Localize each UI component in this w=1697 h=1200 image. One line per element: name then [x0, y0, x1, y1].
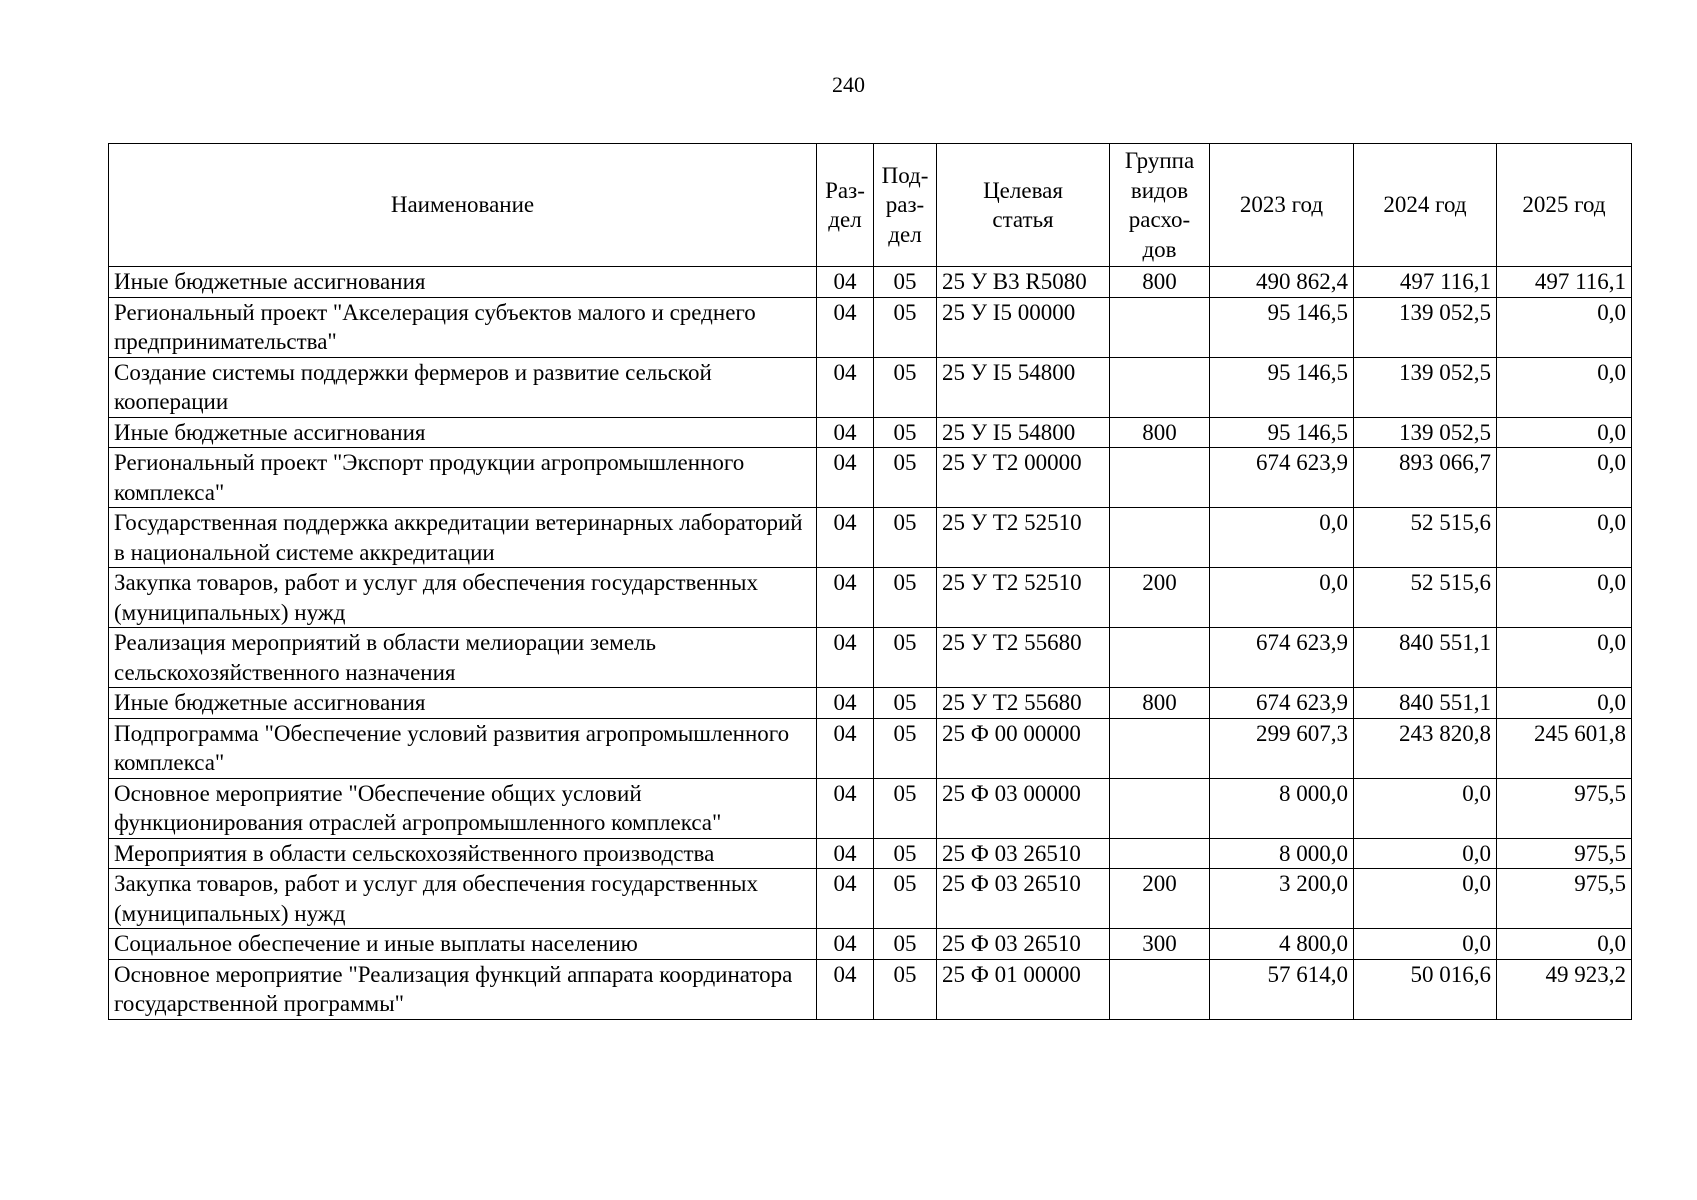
- row-group: 200: [1110, 568, 1210, 628]
- row-2023: 0,0: [1210, 508, 1354, 568]
- row-group: [1110, 448, 1210, 508]
- page-number: 240: [832, 72, 865, 97]
- row-subsection: 05: [874, 297, 937, 357]
- row-subsection: 05: [874, 357, 937, 417]
- header-target: [937, 144, 1110, 267]
- row-2025: 0,0: [1497, 508, 1632, 568]
- row-target: 25 Ф 03 26510: [937, 838, 1110, 869]
- row-group: [1110, 778, 1210, 838]
- row-name: Подпрограмма "Обеспечение условий развития агропромышленного комплекса": [109, 718, 817, 778]
- header-row: [109, 144, 1632, 267]
- row-2023: 95 146,5: [1210, 417, 1354, 448]
- header-target-text: Целевая статья: [983, 177, 1063, 232]
- table-row: [109, 448, 1632, 508]
- row-name: Иные бюджетные ассигнования: [109, 688, 817, 719]
- row-target: 25 Ф 01 00000: [937, 959, 1110, 1019]
- row-2024: 52 515,6: [1354, 508, 1497, 568]
- row-2025: 0,0: [1497, 357, 1632, 417]
- row-name: Государственная поддержка аккредитации ветеринарных лабораторий в национальной системе аккредитации: [109, 508, 817, 568]
- row-subsection: 05: [874, 778, 937, 838]
- row-2024: 52 515,6: [1354, 568, 1497, 628]
- row-target: 25 У Т2 52510: [937, 508, 1110, 568]
- budget-table: [108, 143, 1632, 1020]
- row-2025: 0,0: [1497, 688, 1632, 719]
- row-name: Реализация мероприятий в области мелиорации земель сельскохозяйственного назначения: [109, 628, 817, 688]
- row-subsection: 05: [874, 838, 937, 869]
- row-name: Основное мероприятие "Реализация функций аппарата координатора государственной программы": [109, 959, 817, 1019]
- row-2023: 4 800,0: [1210, 929, 1354, 960]
- row-name: Региональный проект "Акселерация субъектов малого и среднего предпринимательства": [109, 297, 817, 357]
- row-section: 04: [817, 568, 874, 628]
- row-2025: 0,0: [1497, 417, 1632, 448]
- table-row: [109, 929, 1632, 960]
- table-row: [109, 959, 1632, 1019]
- row-name: Закупка товаров, работ и услуг для обеспечения государственных (муниципальных) нужд: [109, 568, 817, 628]
- row-2025: 49 923,2: [1497, 959, 1632, 1019]
- row-section: 04: [817, 869, 874, 929]
- row-target: 25 У I5 54800: [937, 357, 1110, 417]
- row-2024: 840 551,1: [1354, 628, 1497, 688]
- row-2024: 243 820,8: [1354, 718, 1497, 778]
- header-group-text: Группа видов расхо- дов: [1124, 148, 1195, 262]
- header-subsection-text: Под- раз- дел: [881, 162, 929, 247]
- row-group: 800: [1110, 267, 1210, 298]
- row-subsection: 05: [874, 417, 937, 448]
- header-subsection: [874, 144, 937, 267]
- header-section: [817, 144, 874, 267]
- row-2024: 0,0: [1354, 929, 1497, 960]
- row-2025: 0,0: [1497, 297, 1632, 357]
- row-2023: 8 000,0: [1210, 838, 1354, 869]
- row-target: 25 Ф 00 00000: [937, 718, 1110, 778]
- row-target: 25 У В3 R5080: [937, 267, 1110, 298]
- row-group: [1110, 297, 1210, 357]
- row-section: 04: [817, 297, 874, 357]
- row-2023: 95 146,5: [1210, 297, 1354, 357]
- header-group: [1110, 144, 1210, 267]
- row-group: [1110, 508, 1210, 568]
- row-subsection: 05: [874, 568, 937, 628]
- row-target: 25 У Т2 55680: [937, 688, 1110, 719]
- row-name: Создание системы поддержки фермеров и развитие сельской кооперации: [109, 357, 817, 417]
- row-2025: 0,0: [1497, 929, 1632, 960]
- row-2023: 299 607,3: [1210, 718, 1354, 778]
- row-section: 04: [817, 959, 874, 1019]
- row-target: 25 Ф 03 26510: [937, 929, 1110, 960]
- row-2025: 497 116,1: [1497, 267, 1632, 298]
- row-subsection: 05: [874, 628, 937, 688]
- row-2025: 0,0: [1497, 568, 1632, 628]
- row-group: [1110, 357, 1210, 417]
- row-2024: 139 052,5: [1354, 357, 1497, 417]
- row-group: 800: [1110, 688, 1210, 719]
- row-subsection: 05: [874, 959, 937, 1019]
- row-2025: 245 601,8: [1497, 718, 1632, 778]
- row-group: [1110, 959, 1210, 1019]
- row-2023: 674 623,9: [1210, 688, 1354, 719]
- row-name: Региональный проект "Экспорт продукции агропромышленного комплекса": [109, 448, 817, 508]
- row-2025: 0,0: [1497, 448, 1632, 508]
- row-subsection: 05: [874, 508, 937, 568]
- row-2025: 975,5: [1497, 778, 1632, 838]
- row-subsection: 05: [874, 688, 937, 719]
- header-section-text: Раз- дел: [825, 177, 865, 232]
- row-2023: 490 862,4: [1210, 267, 1354, 298]
- row-subsection: 05: [874, 929, 937, 960]
- row-2024: 50 016,6: [1354, 959, 1497, 1019]
- row-section: 04: [817, 628, 874, 688]
- row-name: Иные бюджетные ассигнования: [109, 417, 817, 448]
- row-target: 25 У Т2 00000: [937, 448, 1110, 508]
- row-subsection: 05: [874, 448, 937, 508]
- row-name: Основное мероприятие "Обеспечение общих условий функционирования отраслей агропромышленного комплекса": [109, 778, 817, 838]
- row-section: 04: [817, 357, 874, 417]
- table-row: [109, 417, 1632, 448]
- row-target: 25 У I5 54800: [937, 417, 1110, 448]
- table-row: [109, 267, 1632, 298]
- row-2023: 3 200,0: [1210, 869, 1354, 929]
- header-name: Наименование: [109, 144, 817, 267]
- row-2023: 95 146,5: [1210, 357, 1354, 417]
- row-name: Закупка товаров, работ и услуг для обеспечения государственных (муниципальных) нужд: [109, 869, 817, 929]
- row-subsection: 05: [874, 869, 937, 929]
- row-section: 04: [817, 508, 874, 568]
- row-2025: 975,5: [1497, 838, 1632, 869]
- row-2024: 840 551,1: [1354, 688, 1497, 719]
- header-2023: 2023 год: [1210, 144, 1354, 267]
- row-2024: 0,0: [1354, 869, 1497, 929]
- header-2025: 2025 год: [1497, 144, 1632, 267]
- table-row: [109, 628, 1632, 688]
- table-row: [109, 568, 1632, 628]
- row-2024: 0,0: [1354, 778, 1497, 838]
- table-row: [109, 508, 1632, 568]
- row-section: 04: [817, 929, 874, 960]
- table-row: [109, 778, 1632, 838]
- row-section: 04: [817, 267, 874, 298]
- row-2023: 0,0: [1210, 568, 1354, 628]
- row-section: 04: [817, 448, 874, 508]
- row-name: Социальное обеспечение и иные выплаты населению: [109, 929, 817, 960]
- row-2024: 139 052,5: [1354, 417, 1497, 448]
- row-group: 300: [1110, 929, 1210, 960]
- row-section: 04: [817, 838, 874, 869]
- row-2024: 497 116,1: [1354, 267, 1497, 298]
- header-2024: 2024 год: [1354, 144, 1497, 267]
- row-group: [1110, 628, 1210, 688]
- row-subsection: 05: [874, 267, 937, 298]
- row-2025: 0,0: [1497, 628, 1632, 688]
- row-subsection: 05: [874, 718, 937, 778]
- row-group: 800: [1110, 417, 1210, 448]
- row-2024: 139 052,5: [1354, 297, 1497, 357]
- table-row: [109, 869, 1632, 929]
- table-row: [109, 357, 1632, 417]
- row-target: 25 Ф 03 00000: [937, 778, 1110, 838]
- row-section: 04: [817, 688, 874, 719]
- row-target: 25 У I5 00000: [937, 297, 1110, 357]
- table-body: [109, 267, 1632, 1020]
- table-row: [109, 297, 1632, 357]
- row-name: Мероприятия в области сельскохозяйственного производства: [109, 838, 817, 869]
- row-2023: 8 000,0: [1210, 778, 1354, 838]
- row-name: Иные бюджетные ассигнования: [109, 267, 817, 298]
- row-2023: 57 614,0: [1210, 959, 1354, 1019]
- row-2023: 674 623,9: [1210, 448, 1354, 508]
- row-2024: 0,0: [1354, 838, 1497, 869]
- row-target: 25 У Т2 52510: [937, 568, 1110, 628]
- row-target: 25 У Т2 55680: [937, 628, 1110, 688]
- table-row: [109, 838, 1632, 869]
- row-2025: 975,5: [1497, 869, 1632, 929]
- row-group: [1110, 718, 1210, 778]
- row-target: 25 Ф 03 26510: [937, 869, 1110, 929]
- row-group: 200: [1110, 869, 1210, 929]
- table-row: [109, 718, 1632, 778]
- row-group: [1110, 838, 1210, 869]
- row-section: 04: [817, 417, 874, 448]
- row-2023: 674 623,9: [1210, 628, 1354, 688]
- row-2024: 893 066,7: [1354, 448, 1497, 508]
- row-section: 04: [817, 718, 874, 778]
- row-section: 04: [817, 778, 874, 838]
- table-row: [109, 688, 1632, 719]
